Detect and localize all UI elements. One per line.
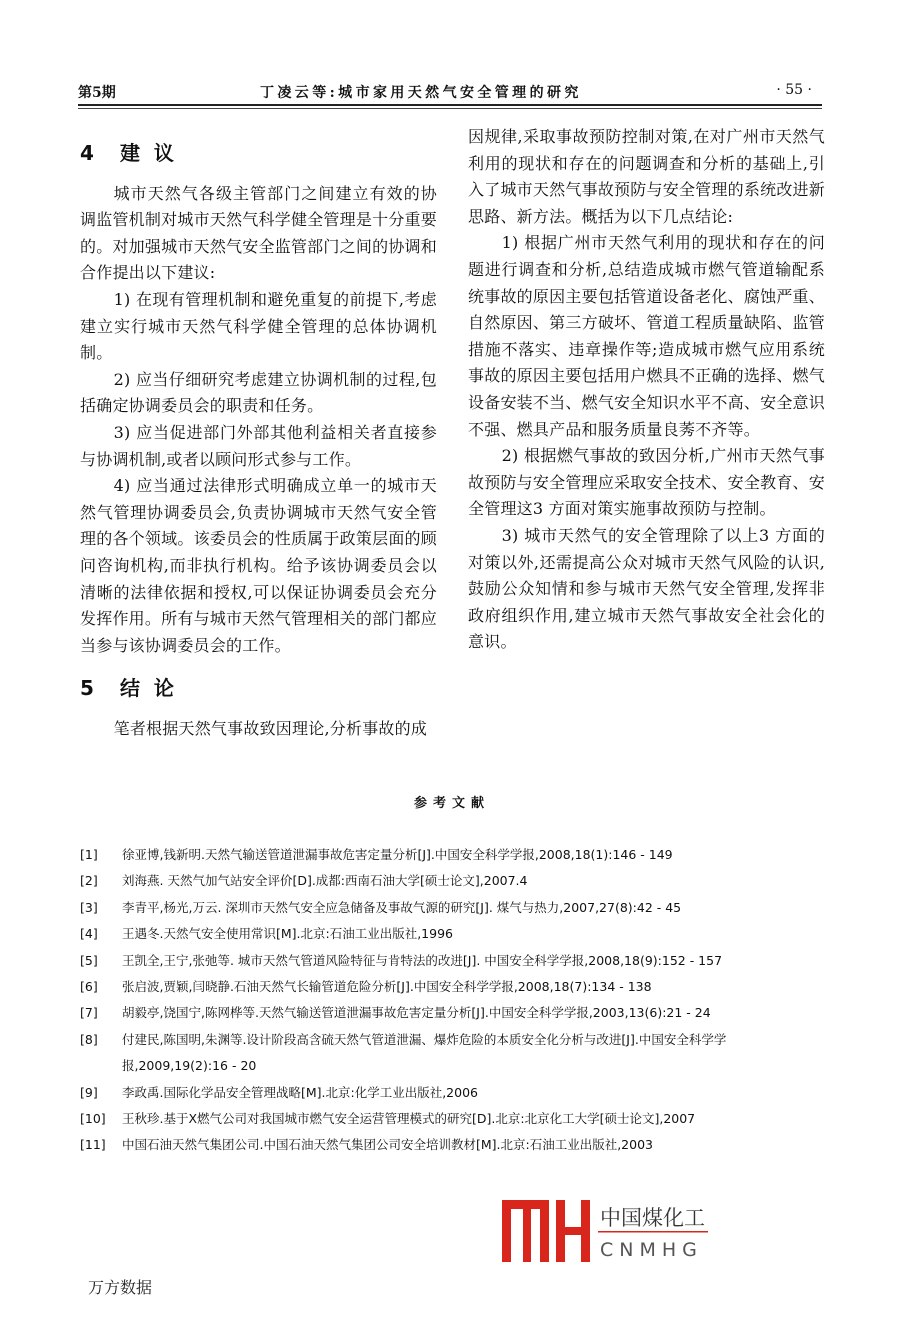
reference-text: 王遇冬.天然气安全使用常识[M].北京:石油工业出版社,1996 [122, 926, 453, 942]
reference-item [80, 921, 828, 947]
section-title: 建 议 [120, 141, 174, 165]
reference-text: 刘海燕. 天然气加气站安全评价[D].成都:西南石油大学[硕士论文],2007.4 [122, 873, 528, 889]
paragraph: 3) 城市天然气的安全管理除了以上3 方面的对策以外,还需提高公众对城市天然气风险的认识,鼓励公众知情和参与城市天然气安全管理,发挥非政府组织作用,建立城市天然气事故安全社会化的意识。 [468, 525, 825, 652]
reference-text: 王秋珍.基于X燃气公司对我国城市燃气安全运营管理模式的研究[D].北京:北京化工大学[硕士论文],2007 [122, 1111, 696, 1127]
section-number: 5 [80, 676, 94, 701]
header-rule-thin [78, 108, 822, 109]
reference-item [80, 1000, 828, 1026]
reference-number: [7] [80, 1005, 98, 1021]
reference-number: [6] [80, 979, 98, 995]
paragraph: 4) 应当通过法律形式明确成立单一的城市天然气管理协调委员会,负责协调城市天然气安全管理的各个领域。该委员会的性质属于政策层面的顾问咨询机构,而非执行机构。给予该协调委员会以清晰的法律依据和授权,可以保证协调委员会充分发挥作用。所有与城市天然气管理相关的部门都应当参与该协调委员会的工作。 [80, 476, 437, 655]
reference-item [80, 895, 828, 921]
paragraph: 笔者根据天然气事故致因理论,分析事故的成 [113, 718, 428, 738]
reference-item [80, 1132, 828, 1158]
reference-number: [3] [80, 899, 98, 915]
references-heading: 参考文献 [413, 796, 490, 811]
paragraph: 3) 应当促进部门外部其他利益相关者直接参与协调机制,或者以顾问形式参与工作。 [80, 422, 437, 469]
reference-text: 张启波,贾颖,闫晓静.石油天然气长输管道危险分析[J].中国安全科学学报,2008,18(7):134 - 138 [122, 979, 652, 995]
section-number: 4 [80, 141, 94, 165]
reference-number: [2] [80, 873, 98, 889]
watermark-logo [500, 1200, 720, 1266]
reference-number: [11] [80, 1137, 106, 1153]
reference-item [80, 948, 828, 974]
reference-number: [9] [80, 1084, 98, 1100]
paragraph: 1) 在现有管理机制和避免重复的前提下,考虑建立实行城市天然气科学健全管理的总体协调机制。 [80, 289, 437, 363]
reference-text: 王凯全,王宁,张弛等. 城市天然气管道风险特征与肯特法的改进[J]. 中国安全科学学报,2008,18(9):152 - 157 [122, 952, 723, 968]
source-footer: 万方数据 [88, 1278, 153, 1297]
reference-text: 徐亚博,钱新明.天然气输送管道泄漏事故危害定量分析[J].中国安全科学学报,2008,18(1):146 - 149 [122, 847, 673, 862]
paragraph: 2) 根据燃气事故的致因分析,广州市天然气事故预防与安全管理应采取安全技术、安全教育、安全管理这3 方面对策实施事故预防与控制。 [468, 446, 825, 519]
paragraph: 因规律,采取事故预防控制对策,在对广州市天然气利用的现状和存在的问题调查和分析的基础上,引入了城市天然气事故预防与安全管理的系统改进新思路、新方法。概括为以下几点结论: [468, 127, 825, 226]
reference-number: [5] [80, 952, 98, 968]
watermark-cn: 中国煤化工 [600, 1206, 705, 1230]
reference-number: [8] [80, 1031, 98, 1047]
reference-number: [10] [80, 1111, 106, 1127]
paragraph: 1) 根据广州市天然气利用的现状和存在的问题进行调查和分析,总结造成城市燃气管道输配系统事故的原因主要包括管道设备老化、腐蚀严重、自然原因、第三方破坏、管道工程质量缺陷、监管措施不落实、违章操作等;造成城市燃气应用系统事故的原因主要包括用户燃具不正确的选择、燃气设备安装不当、燃气安全知识水平不高、安全意识不强、燃具产品和服务质量良莠不齐等。 [468, 233, 825, 439]
reference-number: [1] [80, 847, 98, 862]
paragraph: 城市天然气各级主管部门之间建立有效的协调监管机制对城市天然气科学健全管理是十分重要的。对加强城市天然气安全监管部门之间的协调和合作提出以下建议: [80, 183, 437, 283]
watermark-en: CNMHG [600, 1239, 703, 1261]
paragraph: 2) 应当仔细研究考虑建立协调机制的过程,包括确定协调委员会的职责和任务。 [80, 369, 437, 416]
reference-item [80, 974, 828, 1000]
section-4-heading [80, 140, 437, 167]
right-column [468, 124, 825, 656]
reference-item [80, 1106, 828, 1132]
issue-label: 第5期 [78, 85, 116, 101]
running-title: 丁凌云等:城市家用天然气安全管理的研究 [260, 85, 582, 101]
reference-text: 中国石油天然气集团公司.中国石油天然气集团公司安全培训教材[M].北京:石油工业出版社,2003 [122, 1137, 653, 1153]
section-5-heading [80, 675, 437, 702]
section-title: 结 论 [120, 676, 174, 701]
reference-text: 付建民,陈国明,朱渊等.设计阶段高含硫天然气管道泄漏、爆炸危险的本质安全化分析与改进[J].中国安全科学学报,2009,19(2):16 - 20 [122, 1031, 727, 1074]
reference-text: 李青平,杨光,万云. 深圳市天然气安全应急储备及事故气源的研究[J]. 煤气与热力,2007,27(8):42 - 45 [122, 899, 682, 915]
left-column [80, 140, 437, 742]
reference-item [80, 1027, 828, 1080]
reference-number: [4] [80, 926, 98, 942]
reference-text: 李政禹.国际化学品安全管理战略[M].北京:化学工业出版社,2006 [122, 1084, 478, 1100]
reference-list [80, 842, 828, 1159]
page-number: · 55 · [776, 82, 812, 98]
header-rule [78, 104, 822, 106]
reference-item [80, 842, 828, 868]
reference-text: 胡毅亭,饶国宁,陈网桦等.天然气输送管道泄漏事故危害定量分析[J].中国安全科学学报,2003,13(6):21 - 24 [122, 1005, 711, 1021]
reference-item [80, 868, 828, 894]
running-header [78, 82, 822, 102]
reference-item [80, 1080, 828, 1106]
